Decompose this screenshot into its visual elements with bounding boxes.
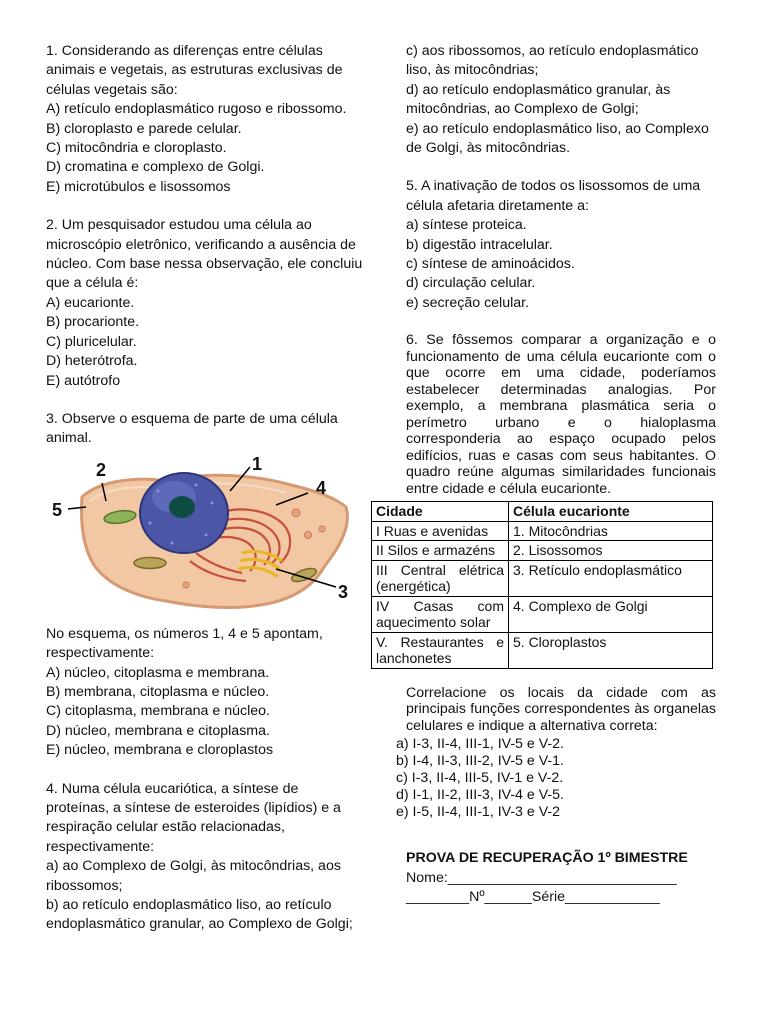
question-5-option-d: d) circulação celular. bbox=[406, 275, 536, 292]
question-4 bbox=[46, 780, 364, 935]
table-cell-organelle: 2. Lisossomos bbox=[509, 541, 713, 561]
question-5-option-c: c) síntese de aminoácidos. bbox=[406, 256, 575, 273]
question-5 bbox=[406, 177, 716, 313]
question-1-option-a: A) retículo endoplasmático rugoso e ribossomo. bbox=[46, 101, 347, 118]
question-4-option-d: d) ao retículo endoplasmático granular, às mitocôndrias, ao Complexo de Golgi; bbox=[406, 81, 671, 118]
question-4-option-b: b) ao retículo endoplasmático liso, ao retículo endoplasmático granular, ao Complexo de Golgi; bbox=[46, 897, 353, 933]
question-5-option-e: e) secreção celular. bbox=[406, 294, 530, 311]
question-1-option-b: B) cloroplasto e parede celular. bbox=[46, 120, 242, 137]
cell-diagram-label-4: 4 bbox=[316, 477, 327, 498]
question-6-option-b: b) I-4, II-3, III-2, IV-5 e V-1. bbox=[396, 753, 564, 770]
question-3-option-a: A) núcleo, citoplasma e membrana. bbox=[46, 664, 270, 681]
question-5-option-b: b) digestão intracelular. bbox=[406, 236, 553, 253]
right-column bbox=[376, 42, 716, 908]
question-4-option-c: c) aos ribossomos, ao retículo endoplasmático liso, às mitocôndrias; bbox=[406, 43, 699, 79]
question-1-option-e: E) microtúbulos e lisossomos bbox=[46, 178, 231, 195]
cell-diagram bbox=[46, 453, 364, 619]
question-6 bbox=[376, 332, 716, 821]
question-6-option-d: d) I-1, II-2, III-3, IV-4 e V-5. bbox=[396, 787, 564, 804]
question-6-stem: 6. Se fôssemos comparar a organização e o funcionamento de uma célula eucarionte com o que ocorre em uma cidade, poderíamos estabelecer determinadas analogias. Por exemplo, a membrana plasmática seria o perímetro urbano e o hialoplasma corresponderia ao espaço ocupado pelos edifícios, ruas e casas com seus habitantes. O quadro reúne algumas similaridades funcionais entre cidade e célula eucarionte. bbox=[406, 332, 716, 497]
question-2-option-b: B) procarionte. bbox=[46, 314, 140, 331]
question-3-option-d: D) núcleo, membrana e citoplasma. bbox=[46, 722, 270, 739]
cell-diagram-label-5: 5 bbox=[52, 499, 63, 520]
table-cell-organelle: 1. Mitocôndrias bbox=[509, 521, 713, 541]
table-row bbox=[372, 596, 713, 632]
question-3-option-c: C) citoplasma, membrana e núcleo. bbox=[46, 703, 270, 720]
name-field-line[interactable]: Nome:_____________________________ bbox=[406, 869, 677, 886]
city-cell-table bbox=[371, 501, 713, 669]
question-6-option-e: e) I-5, II-4, III-1, IV-3 e V-2 bbox=[396, 804, 561, 821]
question-2-option-e: E) autótrofo bbox=[46, 372, 121, 389]
question-4-continued bbox=[406, 42, 716, 158]
question-2-stem: 2. Um pesquisador estudou uma célula ao microscópio eletrônico, verificando a ausência de núcleo. Com base nessa observação, ele concluiu que a célula é: bbox=[46, 217, 363, 292]
question-6-instruction: Correlacione os locais da cidade com as principais funções correspondentes às organelas celulares e indique a alternativa correta: bbox=[406, 684, 716, 734]
table-header-row bbox=[372, 502, 713, 522]
cell-diagram-label-2: 2 bbox=[96, 459, 107, 480]
question-2-option-a: A) eucarionte. bbox=[46, 294, 135, 311]
question-4-option-a: a) ao Complexo de Golgi, às mitocôndrias, aos ribossomos; bbox=[46, 858, 341, 894]
cell-diagram-label-1: 1 bbox=[252, 453, 263, 474]
question-1-option-d: D) cromatina e complexo de Golgi. bbox=[46, 159, 265, 176]
question-2-option-d: D) heterótrofa. bbox=[46, 353, 138, 370]
question-6-options bbox=[396, 736, 716, 821]
question-3-stem: 3. Observe o esquema de parte de uma célula animal. bbox=[46, 410, 338, 447]
question-4-option-e: e) ao retículo endoplasmático liso, ao Complexo de Golgi, às mitocôndrias. bbox=[406, 120, 709, 157]
left-column bbox=[46, 42, 364, 954]
table-cell-city: II Silos e armazéns bbox=[372, 541, 509, 561]
question-3-option-e: E) núcleo, membrana e cloroplastos bbox=[46, 742, 274, 759]
question-2 bbox=[46, 216, 364, 391]
question-3-option-b: B) membrana, citoplasma e núcleo. bbox=[46, 683, 270, 700]
table-cell-city: V. Restaurantes e lanchonetes bbox=[372, 632, 509, 668]
question-3-prompt: No esquema, os números 1, 4 e 5 apontam, respectivamente: bbox=[46, 625, 323, 662]
table-row bbox=[372, 521, 713, 541]
table-row bbox=[372, 541, 713, 561]
exam-title: PROVA DE RECUPERAÇÃO 1º BIMESTRE bbox=[406, 850, 688, 867]
table-cell-city: IV Casas com aquecimento solar bbox=[372, 596, 509, 632]
question-1 bbox=[46, 42, 364, 197]
question-6-option-a: a) I-3, II-4, III-1, IV-5 e V-2. bbox=[396, 736, 564, 753]
exam-header-block bbox=[406, 849, 716, 907]
table-cell-organelle: 3. Retículo endoplasmático bbox=[509, 560, 713, 596]
question-4-stem: 4. Numa célula eucariótica, a síntese de proteínas, a síntese de esteroides (lipídios) e a respiração celular estão relacionadas, respectivamente: bbox=[46, 780, 341, 855]
table-row bbox=[372, 632, 713, 668]
question-1-option-c: C) mitocôndria e cloroplasto. bbox=[46, 140, 227, 157]
table-header-celula: Célula eucarionte bbox=[509, 502, 713, 522]
question-5-option-a: a) síntese proteica. bbox=[406, 217, 527, 234]
question-6-option-c: c) I-3, II-4, III-5, IV-1 e V-2. bbox=[396, 770, 564, 787]
table-cell-organelle: 4. Complexo de Golgi bbox=[509, 596, 713, 632]
cell-diagram-label-3: 3 bbox=[338, 581, 349, 602]
table-cell-organelle: 5. Cloroplastos bbox=[509, 632, 713, 668]
table-header-cidade: Cidade bbox=[372, 502, 509, 522]
question-5-stem: 5. A inativação de todos os lisossomos de uma célula afetaria diretamente a: bbox=[406, 178, 701, 214]
table-cell-city: I Ruas e avenidas bbox=[372, 521, 509, 541]
question-1-stem: 1. Considerando as diferenças entre células animais e vegetais, as estruturas exclusivas de células vegetais são: bbox=[46, 43, 343, 98]
question-2-option-c: C) pluricelular. bbox=[46, 333, 137, 350]
table-cell-city: III Central elétrica (energética) bbox=[372, 560, 509, 596]
question-3 bbox=[46, 410, 364, 761]
number-series-field-line[interactable]: ________Nº______Série____________ bbox=[406, 889, 660, 906]
table-row bbox=[372, 560, 713, 596]
